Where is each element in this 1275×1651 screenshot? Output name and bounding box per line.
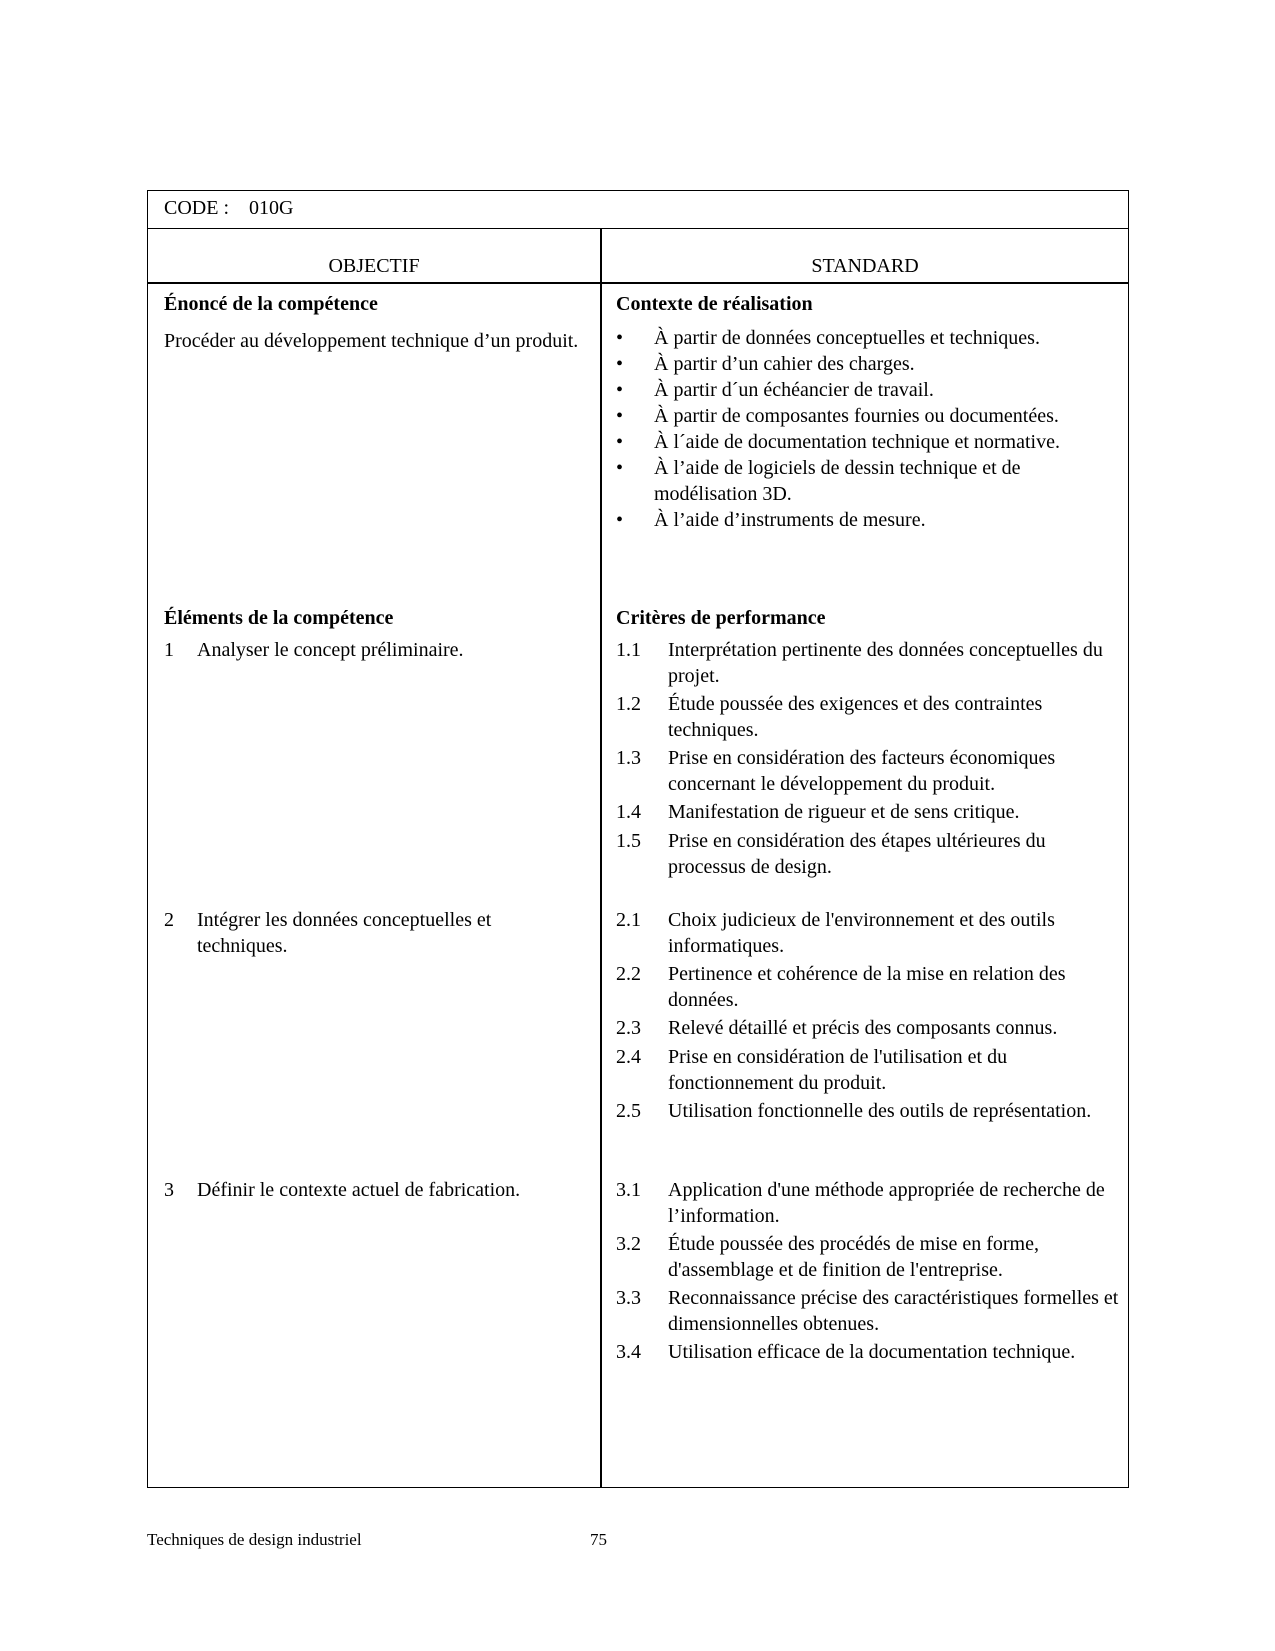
contexte-list — [616, 325, 1116, 533]
element-item — [164, 907, 564, 959]
element-number: 1 — [164, 639, 174, 661]
critere-text: Utilisation fonctionnelle des outils de représentation. — [668, 1100, 1092, 1122]
element-item — [164, 1177, 594, 1203]
bullet-icon: • — [616, 327, 624, 349]
critere-text: Pertinence et cohérence de la mise en relation des données. — [668, 963, 1066, 1011]
critere-item — [616, 828, 1121, 880]
element-text: Intégrer les données conceptuelles et techniques. — [197, 909, 492, 957]
contexte-item: • À partir d’un cahier des charges. — [616, 353, 915, 375]
critere-number: 3.3 — [616, 1287, 641, 1309]
competency-table — [147, 190, 1129, 1488]
critere-text: Application d'une méthode appropriée de recherche de l’information. — [668, 1179, 1105, 1227]
footer-program: Techniques de design industriel — [147, 1530, 362, 1549]
critere-number: 2.1 — [616, 909, 641, 931]
bullet-icon: • — [616, 353, 624, 375]
critere-number: 1.5 — [616, 830, 641, 852]
critere-item — [616, 637, 1121, 689]
bullet-icon: • — [616, 405, 624, 427]
element-number: 3 — [164, 1179, 174, 1201]
critere-number: 2.4 — [616, 1046, 641, 1068]
critere-text: Prise en considération de l'utilisation et du fonctionnement du produit. — [668, 1046, 1008, 1094]
critere-number: 1.2 — [616, 693, 641, 715]
header-rule — [148, 282, 1128, 284]
critere-item — [616, 799, 1121, 825]
element-number: 2 — [164, 909, 174, 931]
criteres-title: Critères de performance — [616, 607, 826, 629]
code-value: 010G — [249, 197, 294, 219]
critere-item — [616, 1098, 1121, 1124]
contexte-item: • À partir d´un échéancier de travail. — [616, 379, 934, 401]
contexte-item: • À l’aide d’instruments de mesure. — [616, 509, 926, 531]
critere-item — [616, 961, 1121, 1013]
contexte-title: Contexte de réalisation — [616, 293, 813, 315]
critere-number: 3.1 — [616, 1179, 641, 1201]
critere-text: Prise en considération des étapes ultérieures du processus de design. — [668, 830, 1046, 878]
critere-number: 1.3 — [616, 747, 641, 769]
critere-number: 2.5 — [616, 1100, 641, 1122]
critere-text: Manifestation de rigueur et de sens critique. — [668, 801, 1020, 823]
page-footer — [147, 1527, 607, 1553]
critere-number: 1.4 — [616, 801, 641, 823]
critere-text: Prise en considération des facteurs économiques concernant le développement du produit. — [668, 747, 1056, 795]
element-item — [164, 637, 594, 663]
critere-text: Choix judicieux de l'environnement et des outils informatiques. — [668, 909, 1055, 957]
critere-text: Étude poussée des exigences et des contraintes techniques. — [668, 693, 1043, 741]
enonce-text: Procéder au développement technique d’un produit. — [164, 330, 579, 352]
critere-text: Étude poussée des procédés de mise en forme, d'assemblage et de finition de l'entreprise. — [668, 1233, 1039, 1281]
contexte-item: • À partir de données conceptuelles et techniques. — [616, 327, 1040, 349]
bullet-icon: • — [616, 509, 624, 531]
code-label: CODE : — [164, 197, 229, 219]
critere-text: Utilisation efficace de la documentation technique. — [668, 1341, 1076, 1363]
code-line — [164, 195, 293, 221]
bullet-icon: • — [616, 431, 624, 453]
critere-item — [616, 1015, 1121, 1041]
critere-item — [616, 1339, 1121, 1365]
critere-number: 1.1 — [616, 639, 641, 661]
critere-text: Relevé détaillé et précis des composants connus. — [668, 1017, 1058, 1039]
critere-item — [616, 745, 1121, 797]
elements-title: Éléments de la compétence — [164, 607, 394, 629]
element-text: Définir le contexte actuel de fabrication. — [197, 1179, 521, 1201]
contexte-item: • À l´aide de documentation technique et normative. — [616, 431, 1060, 453]
column-divider — [600, 229, 602, 1487]
critere-number: 2.3 — [616, 1017, 641, 1039]
critere-item — [616, 1044, 1121, 1096]
column-header-objectif: OBJECTIF — [328, 255, 420, 277]
critere-item — [616, 907, 1121, 959]
enonce-title: Énoncé de la compétence — [164, 293, 378, 315]
critere-text: Interprétation pertinente des données conceptuelles du projet. — [668, 639, 1103, 687]
bullet-icon: • — [616, 379, 624, 401]
contexte-item: • À l’aide de logiciels de dessin technique et de modélisation 3D. — [616, 457, 1021, 505]
critere-text: Reconnaissance précise des caractéristiques formelles et dimensionnelles obtenues. — [668, 1287, 1119, 1335]
critere-number: 3.2 — [616, 1233, 641, 1255]
critere-item — [616, 1231, 1121, 1283]
critere-item — [616, 691, 1121, 743]
critere-item — [616, 1177, 1121, 1229]
code-row — [148, 191, 1128, 229]
column-header-standard: STANDARD — [811, 255, 919, 277]
contexte-item: • À partir de composantes fournies ou documentées. — [616, 405, 1059, 427]
critere-number: 2.2 — [616, 963, 641, 985]
critere-item — [616, 1285, 1121, 1337]
bullet-icon: • — [616, 457, 624, 479]
critere-number: 3.4 — [616, 1341, 641, 1363]
element-text: Analyser le concept préliminaire. — [197, 639, 464, 661]
page-number: 75 — [590, 1530, 607, 1549]
